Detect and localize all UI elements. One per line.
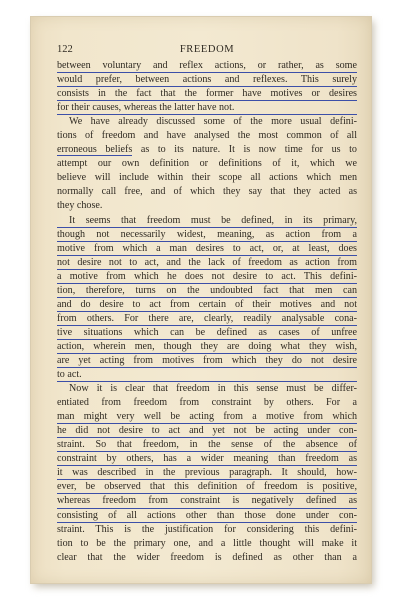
text-line: consists in the fact that the former have motives or desires — [57, 87, 357, 101]
text-line: tion to be the primary one, and a little thought will make it — [57, 537, 357, 549]
text-line: straint. This is the justification for considering this defini- — [57, 523, 357, 535]
text-line: a motive from which he does not desire to act. This defini- — [57, 270, 357, 284]
page-content — [57, 43, 357, 565]
paragraph — [57, 382, 357, 565]
text-line: tions of freedom and have analysed the most common of all — [57, 130, 357, 142]
text-line: would prefer, between actions and reflexes. This surely — [57, 73, 357, 87]
text-line: he did not desire to act and yet not be acting under con- — [57, 424, 357, 438]
text-line: erroneous beliefs as to its nature. It is now time for us to — [57, 144, 357, 156]
text-line: it was described in the previous paragraph. It should, how- — [57, 466, 357, 480]
text-line: from others. For there are, clearly, readily analysable cona- — [57, 312, 357, 326]
text-line: attempt our own definition or definitions of it, which we — [57, 158, 357, 170]
text-line: for their causes, whereas the latter have not. — [57, 101, 357, 115]
text-line: believe will include within their scope all actions which men — [57, 172, 357, 184]
paragraph — [57, 115, 357, 213]
text-line: to act. — [57, 368, 357, 382]
underlined-phrase: erroneous beliefs — [57, 144, 133, 156]
text-line: though not necessarily widest, meaning, as action from a — [57, 228, 357, 242]
text-line: Now it is clear that freedom in this sense must be differ- — [69, 383, 357, 395]
text-line: straint. So that freedom, in the sense of the absence of — [57, 438, 357, 452]
body-text — [57, 59, 357, 565]
text-line: not desire not to act, and the lack of freedom as action from — [57, 256, 357, 270]
text-line: entiated from freedom from constraint by others. For a — [57, 397, 357, 409]
text-line: whereas freedom from constraint is negatively defined as — [57, 494, 357, 508]
text-line: normally call free, and of which they say that they acted as — [57, 186, 357, 198]
page-number: 122 — [57, 44, 73, 55]
text-line: motive from which a man desires to act, or, at least, does — [57, 242, 357, 256]
text-line: are yet acting from motives from which they do not desire — [57, 354, 357, 368]
text-line: action, wherein men, though they are doing what they wish, — [57, 340, 357, 354]
text-line: tion, therefore, turns on the undoubted fact that men can — [57, 284, 357, 298]
paragraph — [57, 59, 357, 115]
text-line: consisting of all actions other than those done under con- — [57, 509, 357, 523]
text-line: ever, be observed that this definition of freedom is positive, — [57, 480, 357, 494]
text-line: and do desire to act from certain of their motives and not — [57, 298, 357, 312]
text-line: clear that the wider freedom is defined as other than a — [57, 551, 357, 563]
text-line: We have already discussed some of the more usual defini- — [69, 116, 357, 128]
text-line: tive situations which can be defined as cases of unfree — [57, 326, 357, 340]
paragraph — [57, 214, 357, 383]
text-line: man might very well be acting from a motive from which — [57, 410, 357, 424]
running-head: FREEDOM — [179, 44, 235, 55]
page-header — [57, 43, 357, 59]
text-line: between voluntary and reflex actions, or rather, as some — [57, 59, 357, 73]
text-line: constraint by others, has a wider meaning than freedom as — [57, 452, 357, 466]
book-page — [30, 16, 372, 584]
text-line: they chose. — [57, 200, 103, 212]
text-line: It seems that freedom must be defined, in its primary, — [57, 214, 357, 228]
